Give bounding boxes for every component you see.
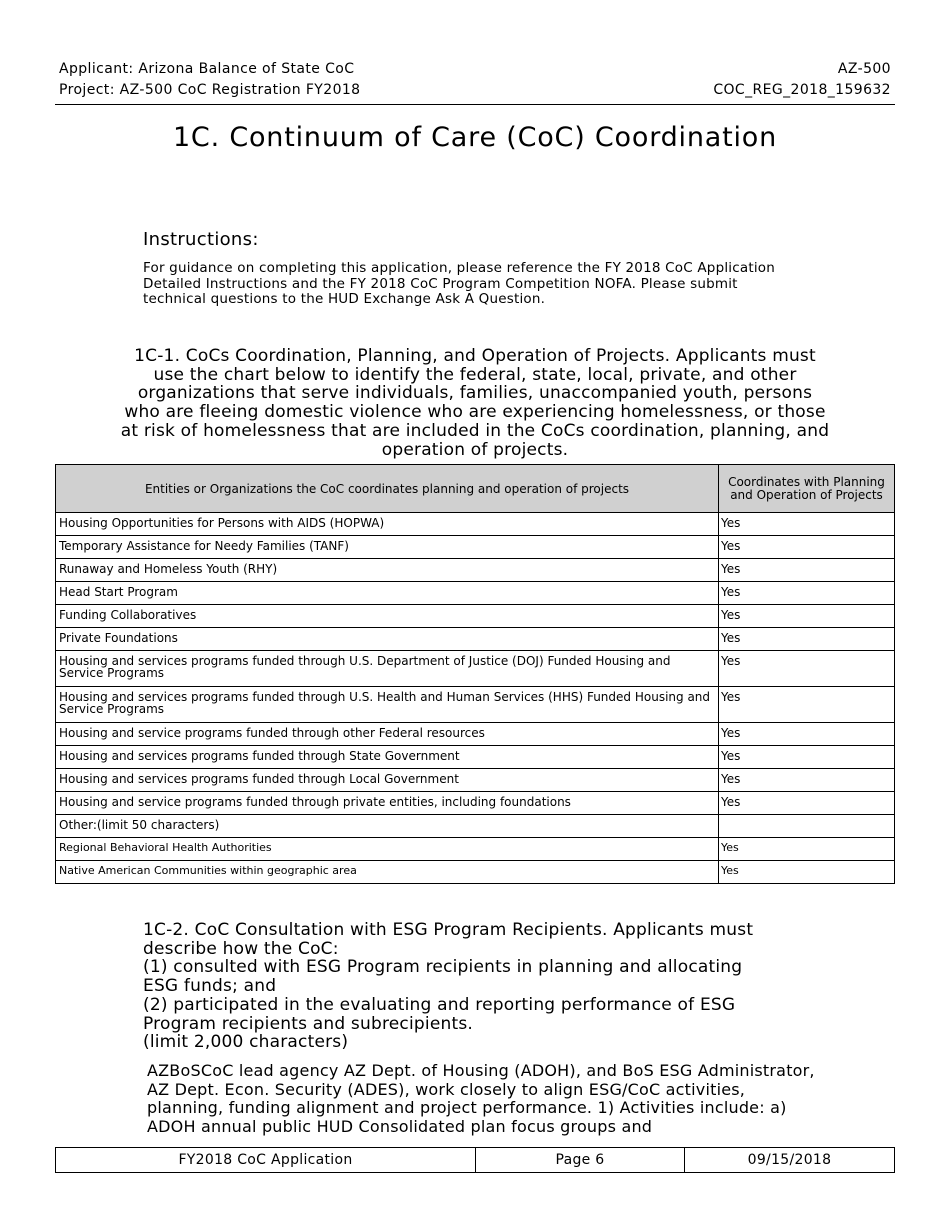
question-1c1: 1C-1. CoCs Coordination, Planning, and Operation of Projects. Applicants must use the chart below to identify the federal, state, local, private, and other organizations that serve individuals, families, unaccompanied youth, persons who are fleeing domestic violence who are experiencing homelessness, or those at risk of homelessness that are included in the CoCs coordination, planning, and operation of projects.	[120, 346, 830, 460]
entity-cell: Runaway and Homeless Youth (RHY)	[56, 559, 719, 582]
page-footer	[55, 1147, 895, 1173]
entity-cell: Private Foundations	[56, 628, 719, 651]
question-1c2: 1C-2. CoC Consultation with ESG Program Recipients. Applicants must describe how the CoC: (1) consulted with ESG Program recipients in planning and allocating ESG funds; and (2) participated in the evaluating and reporting performance of ESG Program recipients and subrecipients. (limit 2,000 characters)	[143, 920, 754, 1053]
entity-cell: Head Start Program	[56, 582, 719, 605]
table-row	[56, 861, 895, 884]
value-cell[interactable]: Yes	[719, 513, 895, 536]
table-row	[56, 628, 895, 651]
value-cell[interactable]: Yes	[719, 723, 895, 746]
value-cell[interactable]: Yes	[719, 605, 895, 628]
entity-cell: Housing and services programs funded through U.S. Health and Human Services (HHS) Funded Housing and Service Programs	[56, 687, 719, 723]
table-row	[56, 582, 895, 605]
value-cell[interactable]: Yes	[719, 582, 895, 605]
page-title: 1C. Continuum of Care (CoC) Coordination	[172, 122, 778, 153]
value-cell[interactable]: Yes	[719, 536, 895, 559]
entity-cell: Housing and services programs funded through U.S. Department of Justice (DOJ) Funded Housing and Service Programs	[56, 651, 719, 687]
registration-id: COC_REG_2018_159632	[713, 82, 891, 98]
entity-cell: Regional Behavioral Health Authorities	[56, 838, 719, 861]
header-divider	[55, 104, 895, 105]
table-row	[56, 513, 895, 536]
instructions-text: For guidance on completing this application, please reference the FY 2018 CoC Application Detailed Instructions and the FY 2018 CoC Program Competition NOFA. Please submit technical questions to the HUD Exchange Ask A Question.	[143, 260, 775, 307]
footer-page-number: Page 6	[476, 1148, 685, 1172]
value-cell[interactable]: Yes	[719, 838, 895, 861]
value-cell[interactable]: Yes	[719, 628, 895, 651]
footer-application: FY2018 CoC Application	[56, 1148, 476, 1172]
footer-date: 09/15/2018	[747, 1152, 832, 1168]
table-row	[56, 815, 895, 838]
table-row	[56, 536, 895, 559]
value-cell[interactable]: Yes	[719, 687, 895, 723]
value-cell[interactable]: Yes	[719, 651, 895, 687]
entity-cell: Native American Communities within geographic area	[56, 861, 719, 884]
answer-1c2: AZBoSCoC lead agency AZ Dept. of Housing (ADOH), and BoS ESG Administrator, AZ Dept. Econ. Security (ADES), work closely to align ESG/CoC activities, planning, funding alignment and project performance. 1) Activities include: a) ADOH annual public HUD Consolidated plan focus groups and	[147, 1062, 815, 1137]
coordinates-column-header: Coordinates with Planning and Operation of Projects	[719, 465, 895, 513]
page-header	[59, 59, 891, 101]
value-cell[interactable]: Yes	[719, 746, 895, 769]
table-row	[56, 605, 895, 628]
table-row	[56, 559, 895, 582]
table-row	[56, 838, 895, 861]
value-cell[interactable]	[719, 815, 895, 838]
entities-table	[55, 464, 895, 884]
entities-column-header: Entities or Organizations the CoC coordinates planning and operation of projects	[56, 465, 719, 513]
entity-cell: Other:(limit 50 characters)	[56, 815, 719, 838]
entity-cell: Housing and services programs funded through State Government	[56, 746, 719, 769]
value-cell[interactable]: Yes	[719, 559, 895, 582]
project-label: Project: AZ-500 CoC Registration FY2018	[59, 82, 361, 98]
instructions-heading: Instructions:	[143, 229, 259, 250]
table-row	[56, 723, 895, 746]
entity-cell: Housing and services programs funded through Local Government	[56, 769, 719, 792]
entity-cell: Housing and service programs funded through other Federal resources	[56, 723, 719, 746]
table-row	[56, 651, 895, 687]
applicant-label: Applicant: Arizona Balance of State CoC	[59, 61, 355, 77]
value-cell[interactable]: Yes	[719, 792, 895, 815]
entity-cell: Temporary Assistance for Needy Families (TANF)	[56, 536, 719, 559]
entity-cell: Funding Collaboratives	[56, 605, 719, 628]
table-row	[56, 687, 895, 723]
table-header-row	[56, 465, 895, 513]
entity-cell: Housing Opportunities for Persons with AIDS (HOPWA)	[56, 513, 719, 536]
value-cell[interactable]: Yes	[719, 861, 895, 884]
table-row	[56, 792, 895, 815]
table-row	[56, 746, 895, 769]
coc-number: AZ-500	[837, 61, 891, 77]
value-cell[interactable]: Yes	[719, 769, 895, 792]
entity-cell: Housing and service programs funded through private entities, including foundations	[56, 792, 719, 815]
table-row	[56, 769, 895, 792]
